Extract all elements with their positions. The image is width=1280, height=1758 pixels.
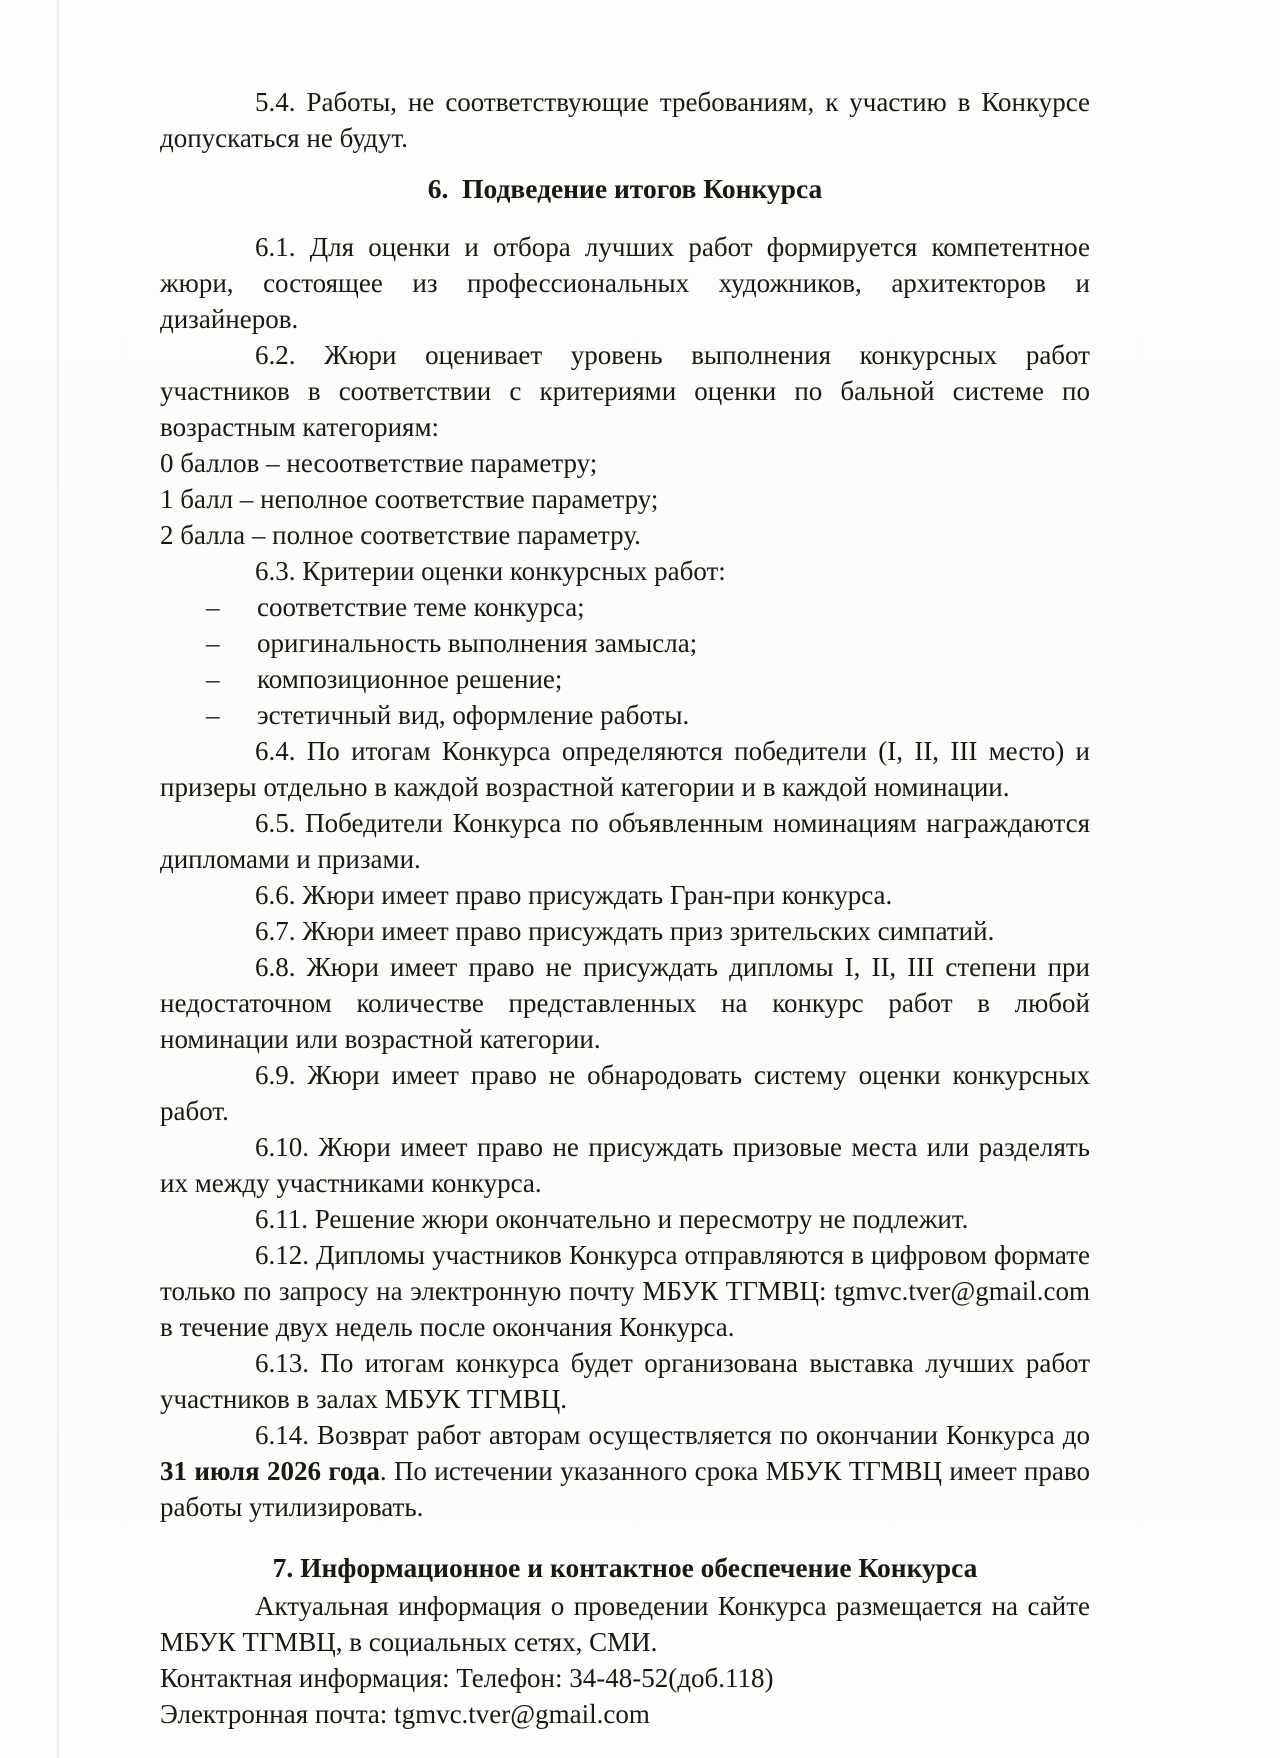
criteria-text: композиционное решение; [257,664,563,694]
paragraph-6-9: 6.9. Жюри имеет право не обнародовать систему оценки конкурсных работ. [160,1060,1090,1126]
list-item [160,661,1090,697]
criteria-text: оригинальность выполнения замысла; [257,628,698,658]
dash-marker: – [206,628,220,658]
score-scale-line-0: 0 баллов – несоответствие параметру; [160,448,598,478]
list-item [160,697,1090,733]
paragraph-6-1: 6.1. Для оценки и отбора лучших работ формируется компетентное жюри, состоящее из профессиональных художников, архитекторов и дизайнеров. [160,232,1090,334]
dash-marker: – [206,700,220,730]
paragraph-6-14 [160,1417,1090,1525]
list-item [160,625,1090,661]
criteria-text: соответствие теме конкурса; [257,592,585,622]
paragraph-6-4: 6.4. По итогам Конкурса определяются победители (I, II, III место) и призеры отдельно в каждой возрастной категории и в каждой номинации. [160,736,1090,802]
paragraph-6-2: 6.2. Жюри оценивает уровень выполнения конкурсных работ участников в соответствии с критериями оценки по бальной системе по возрастным категориям: [160,340,1090,442]
criteria-list [160,589,1090,733]
dash-marker: – [206,664,220,694]
document-body [160,84,1090,1732]
paragraph-6-6: 6.6. Жюри имеет право присуждать Гран-при конкурса. [255,880,893,910]
paragraph-6-5: 6.5. Победители Конкурса по объявленным номинациям награждаются дипломами и призами. [160,808,1090,874]
paragraph-info: Актуальная информация о проведении Конкурса размещается на сайте МБУК ТГМВЦ, в социальных сетях, СМИ. [160,1591,1090,1657]
return-deadline-date: 31 июля 2026 года [160,1456,380,1486]
score-scale-line-2: 2 балла – полное соответствие параметру. [160,520,641,550]
paragraph-6-3: 6.3. Критерии оценки конкурсных работ: [255,556,726,586]
paragraph-6-14-suffix: . По истечении указанного срока МБУК ТГМВЦ имеет право работы утилизировать. [160,1456,1090,1522]
dash-marker: – [206,592,220,622]
criteria-text: эстетичный вид, оформление работы. [257,700,690,730]
paper-edge-shadow [57,0,59,1758]
paragraph-6-8: 6.8. Жюри имеет право не присуждать дипломы I, II, III степени при недостаточном количестве представленных на конкурс работ в любой номинации или возрастной категории. [160,952,1090,1054]
section-7-heading: 7. Информационное и контактное обеспечение Конкурса [272,1552,978,1583]
email-line: Электронная почта: tgmvc.tver@gmail.com [160,1699,650,1729]
contact-info-line: Контактная информация: Телефон: 34-48-52(доб.118) [160,1663,774,1693]
paragraph-6-10: 6.10. Жюри имеет право не присуждать призовые места или разделять их между участниками конкурса. [160,1132,1090,1198]
paragraph-5-4: 5.4. Работы, не соответствующие требованиям, к участию в Конкурсе допускаться не будут. [160,87,1090,153]
paragraph-6-14-prefix: 6.14. Возврат работ авторам осуществляется по окончании Конкурса до [255,1420,1090,1450]
score-scale-line-1: 1 балл – неполное соответствие параметру; [160,484,659,514]
paragraph-6-7: 6.7. Жюри имеет право присуждать приз зрительских симпатий. [255,916,995,946]
paragraph-6-11: 6.11. Решение жюри окончательно и пересмотру не подлежит. [255,1204,969,1234]
paragraph-6-13: 6.13. По итогам конкурса будет организована выставка лучших работ участников в залах МБУК ТГМВЦ. [160,1348,1090,1414]
paragraph-6-12: 6.12. Дипломы участников Конкурса отправляются в цифровом формате только по запросу на электронную почту МБУК ТГМВЦ: tgmvc.tver@gmail.com в течение двух недель после окончания Конкурса. [160,1240,1090,1342]
list-item [160,589,1090,625]
section-6-heading: 6. Подведение итогов Конкурса [427,173,823,204]
